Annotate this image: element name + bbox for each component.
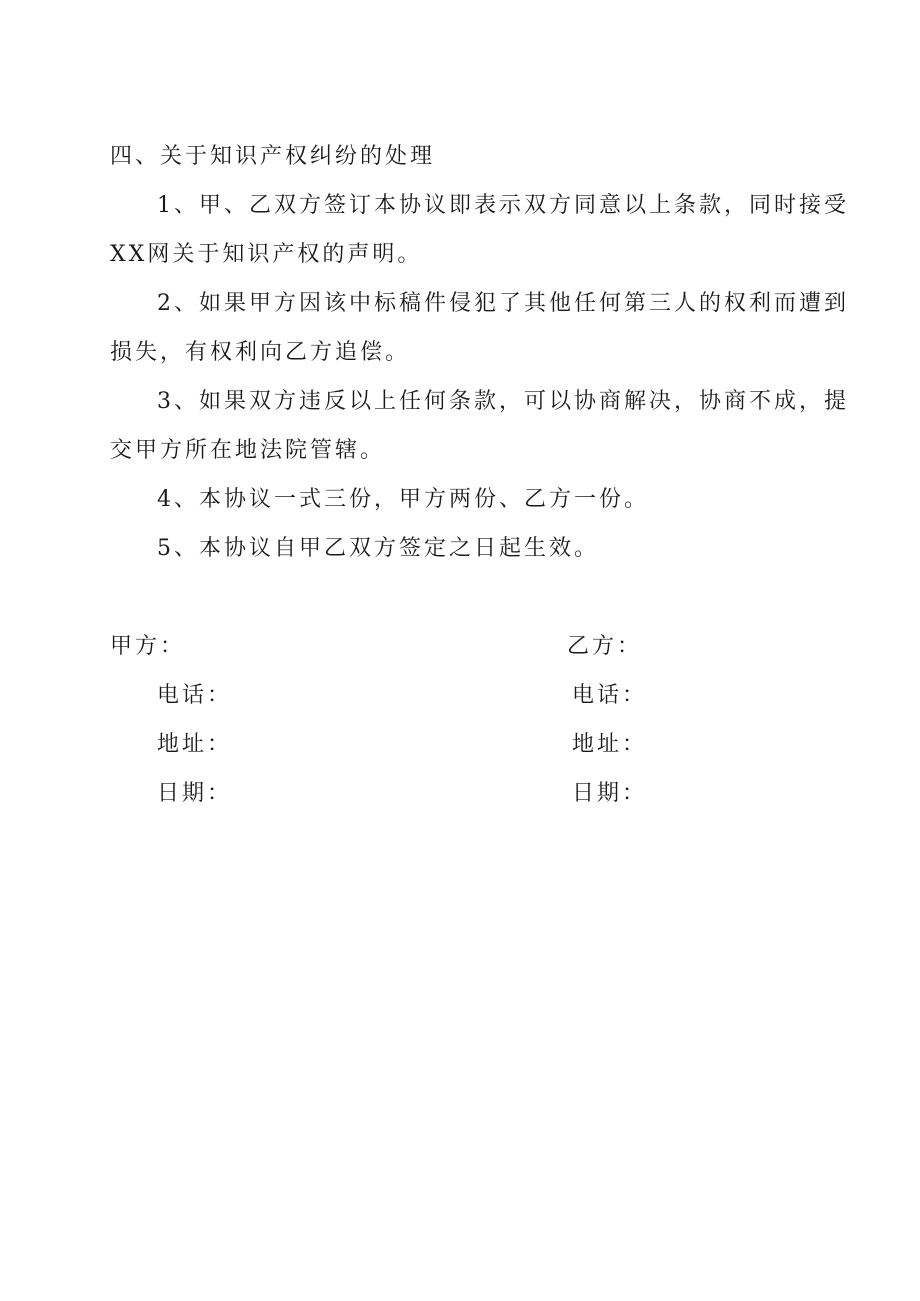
clause-4: 4、本协议一式三份，甲方两份、乙方一份。: [157, 487, 649, 512]
clause-2-line-1: 2、如果甲方因该中标稿件侵犯了其他任何第三人的权利而遭到: [157, 291, 849, 316]
party-a-address: 地址：: [157, 732, 233, 757]
clause-1-line-1: 1、甲、乙双方签订本协议即表示双方同意以上条款，同时接受: [157, 193, 849, 218]
clause-2-line-2: 损失，有权利向乙方追偿。: [110, 340, 411, 365]
party-b-label: 乙方：: [567, 634, 643, 659]
clause-5: 5、本协议自甲乙双方签定之日起生效。: [157, 536, 599, 561]
clause-1-line-2: XX网关于知识产权的声明。: [110, 242, 423, 267]
party-b-address: 地址：: [572, 732, 648, 757]
party-b-date: 日期：: [572, 781, 648, 806]
party-b-phone: 电话：: [572, 683, 648, 708]
section-heading: 四、关于知识产权纠纷的处理: [110, 144, 436, 169]
party-a-phone: 电话：: [157, 683, 233, 708]
clause-3-line-1: 3、如果双方违反以上任何条款，可以协商解决，协商不成，提: [157, 389, 849, 414]
party-a-date: 日期：: [157, 781, 233, 806]
clause-3-line-2: 交甲方所在地法院管辖。: [110, 438, 386, 463]
party-a-label: 甲方：: [110, 634, 186, 659]
